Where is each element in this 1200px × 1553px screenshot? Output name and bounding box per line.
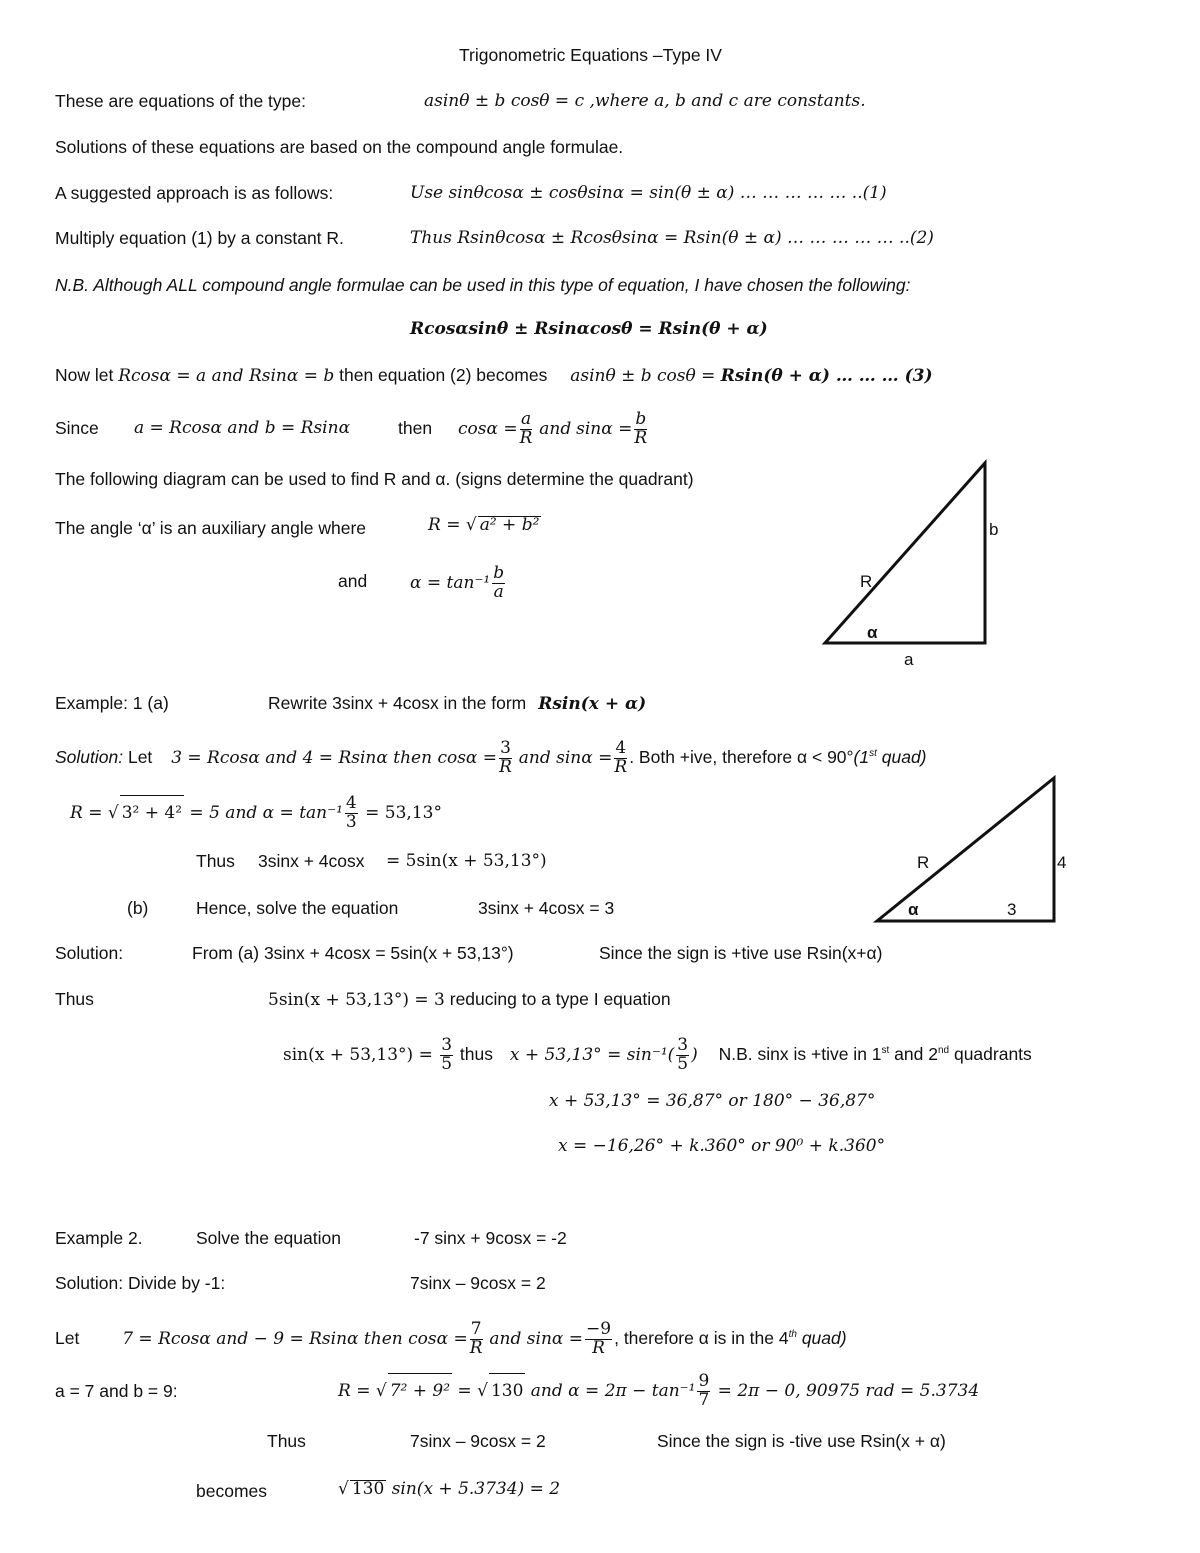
example2-divided-equation: 7sinx – 9cosx = 2 xyxy=(410,1273,546,1293)
triangle2-hyp-label: R xyxy=(917,853,930,872)
sin-solution-line: sin(x + 53,13°) = $\frac{3}{5}$ thus x + 53,13° = sin⁻¹( $\frac{3}{5}$ ) N.B. sinx is +tive in 1st and 2nd quadrants xyxy=(283,1034,1032,1074)
example2-thus-equation: 7sinx – 9cosx = 2 xyxy=(410,1431,546,1451)
triangle-diagram-general xyxy=(815,455,1015,680)
example1-task: Rewrite 3sinx + 4cosx in the form Rsin(x + α) xyxy=(268,693,647,714)
example1-label: Example: 1 (a) xyxy=(55,693,169,713)
triangle-opp-label: b xyxy=(989,520,999,539)
example2-equation: -7 sinx + 9cosx = -2 xyxy=(414,1228,567,1248)
part-b-label: (b) xyxy=(127,898,149,918)
and-word: and xyxy=(338,571,368,591)
example2-ab-label: a = 7 and b = 9: xyxy=(55,1381,178,1401)
example2-sign-note: Since the sign is -tive use Rsin(x + α) xyxy=(657,1431,946,1451)
part-b-text: Hence, solve the equation xyxy=(196,898,399,918)
approach-label: A suggested approach is as follows: xyxy=(55,183,334,203)
thus-label: Thus xyxy=(196,851,235,871)
nb-note: N.B. Although ALL compound angle formulae can be used in this type of equation, I have chosen the following: xyxy=(55,275,911,295)
alpha-formula: α = tan⁻¹ $\frac{b}{a}$ xyxy=(410,563,505,602)
example2-solution-label: Solution: Divide by -1: xyxy=(55,1273,226,1293)
solution-line-x2: x = −16,26° + k.360° or 90⁰ + k.360° xyxy=(558,1136,886,1156)
becomes-equation: √ 130 sin(x + 5.3734) = 2 xyxy=(338,1479,561,1499)
diagram-note: The following diagram can be used to find R and α. (signs determine the quadrant) xyxy=(55,469,694,489)
becomes-label: becomes xyxy=(196,1481,268,1501)
since-label: Since xyxy=(55,418,99,438)
chosen-formula: Rcosαsinθ ± Rsinαcosθ = Rsin(θ + α) xyxy=(410,319,768,339)
triangle2-angle-label: α xyxy=(908,900,919,919)
triangle-diagram-example1 xyxy=(865,768,1080,933)
thus-result: = 5sin(x + 53,13°) xyxy=(386,851,547,871)
part-b-equation: 3sinx + 4cosx = 3 xyxy=(478,898,615,918)
then-word: then xyxy=(398,418,433,438)
solution2-from-a: From (a) 3sinx + 4cosx = 5sin(x + 53,13°) xyxy=(192,943,514,963)
approach-equation: Use sinθcosα ± cosθsinα = sin(θ ± α) … … … … … ..(1) xyxy=(410,183,887,203)
multiply-equation: Thus Rsinθcosα ± Rcosθsinα = Rsin(θ ± α) … … … … … ..(2) xyxy=(410,228,934,248)
type-label: These are equations of the type: xyxy=(55,91,306,111)
thus2-label: Thus xyxy=(55,989,94,1009)
example1-solution-line: Solution: Let 3 = Rcosα and 4 = Rsinα then cosα = $\frac{3}{R}$ and sinα = $\frac{4}{R}$ . Both +ive, therefore α < 90°(1st quad) xyxy=(55,737,927,777)
thus-expression: 3sinx + 4cosx xyxy=(258,851,365,871)
aux-label: The angle ‘α’ is an auxiliary angle where xyxy=(55,518,367,538)
triangle-shape-example1 xyxy=(877,778,1054,921)
type-equation: asinθ ± b cosθ = c ,where a, b and c are constants. xyxy=(424,91,866,111)
now-let-line: Now let Rcosα = a and Rsinα = b then equation (2) becomes asinθ ± b cosθ = Rsin(θ + α) … … … (3) xyxy=(55,365,933,386)
multiply-label: Multiply equation (1) by a constant R. xyxy=(55,228,344,248)
triangle-shape xyxy=(825,463,985,643)
since-equation: a = Rcosα and b = Rsinα xyxy=(134,418,351,438)
solution2-sign-note: Since the sign is +tive use Rsin(x+α) xyxy=(599,943,883,963)
triangle-angle-label: α xyxy=(867,623,878,642)
example1-R-line: R = √ 3² + 4² = 5 and α = tan⁻¹ $\frac{4}{3}$ = 53,13° xyxy=(70,793,442,832)
triangle-adj-label: a xyxy=(904,650,914,669)
page-title: Trigonometric Equations –Type IV xyxy=(459,45,722,65)
thus2-line: 5sin(x + 53,13°) = 3 reducing to a type I equation xyxy=(268,989,671,1010)
example2-task: Solve the equation xyxy=(196,1228,341,1248)
solution2-label: Solution: xyxy=(55,943,124,963)
basis-text: Solutions of these equations are based on the compound angle formulae. xyxy=(55,137,624,157)
example2-label: Example 2. xyxy=(55,1228,143,1248)
example2-let-line: Let 7 = Rcosα and − 9 = Rsinα then cosα = $\frac{7}{R}$ and sinα = $\frac{-9}{R}$ , therefore α is in the 4th quad) xyxy=(55,1318,847,1358)
R-formula: R = √ a² + b² xyxy=(428,515,540,535)
triangle-hyp-label: R xyxy=(860,572,873,591)
triangle2-opp-label: 4 xyxy=(1057,853,1067,872)
solution-line-x1: x + 53,13° = 36,87° or 180° − 36,87° xyxy=(549,1091,876,1111)
cos-sin-fractions: cosα = $\frac{a}{R}$ and sinα = $\frac{b}{R}$ xyxy=(458,409,648,448)
example2-R-line: R = √ 7² + 9² = √ 130 and α = 2π − tan⁻¹ $\frac{9}{7}$ = 2π − 0, 90975 rad = 5.3734 xyxy=(338,1371,980,1410)
triangle2-adj-label: 3 xyxy=(1007,900,1017,919)
example2-thus-label: Thus xyxy=(267,1431,306,1451)
